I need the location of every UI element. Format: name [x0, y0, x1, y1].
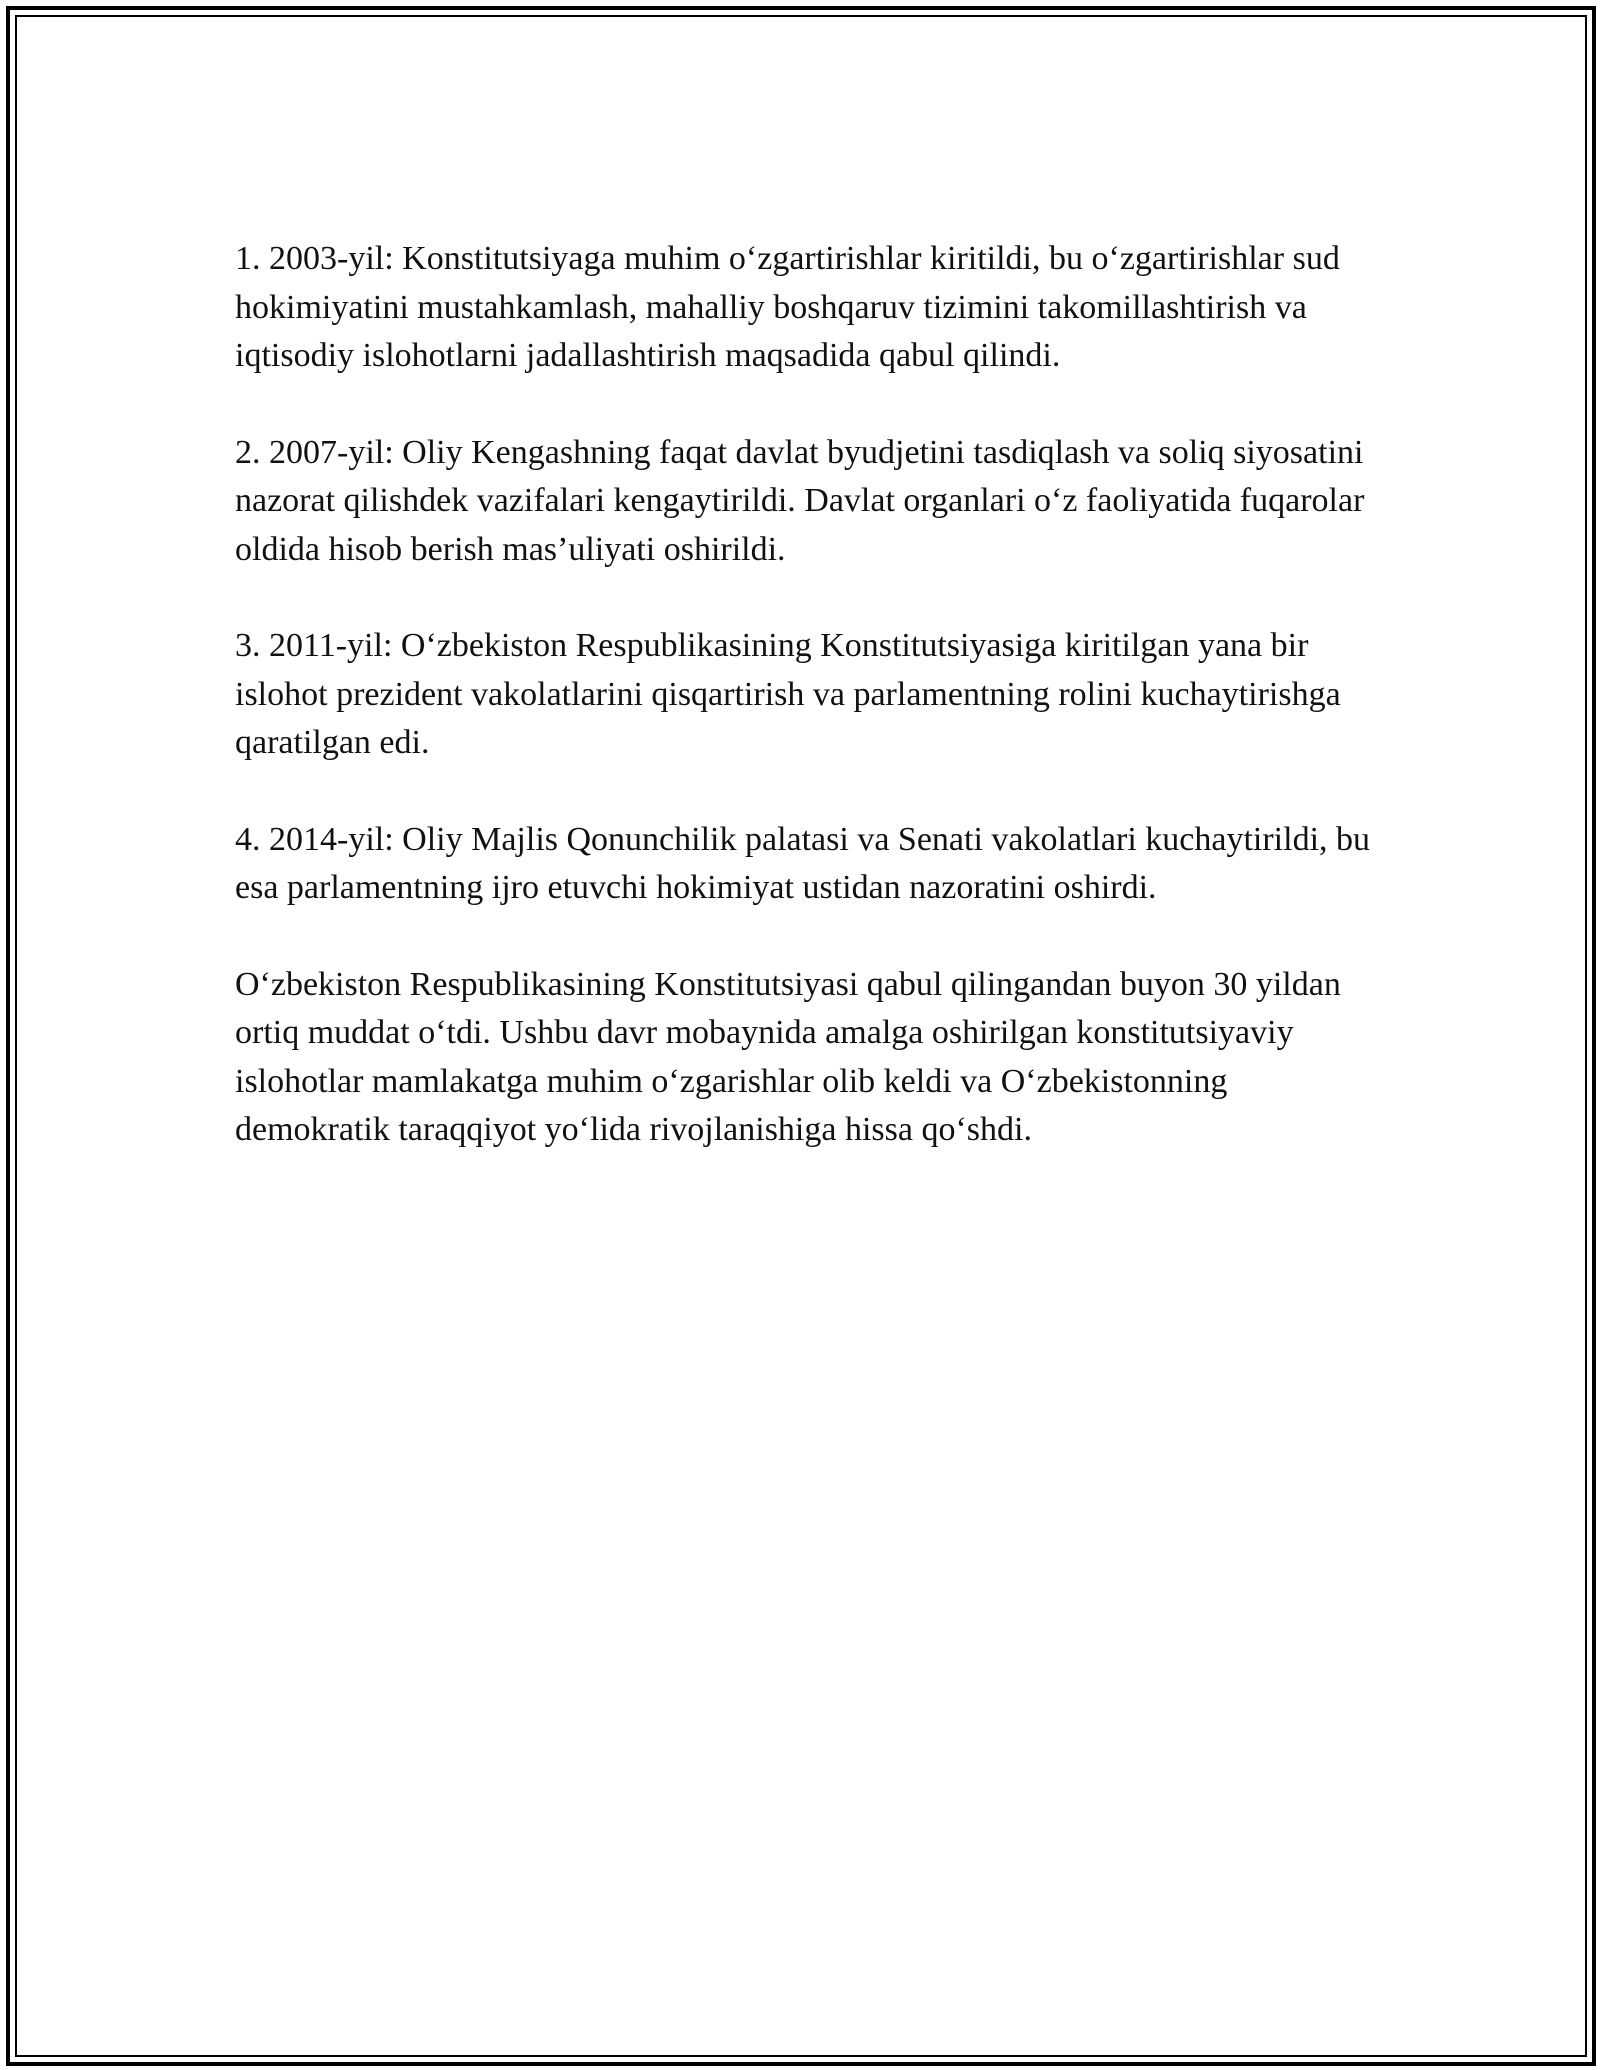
- document-body: [235, 235, 1375, 1203]
- paragraph-conclusion: O‘zbekiston Respublikasining Konstitutsiyasi qabul qilingandan buyon 30 yildan ortiq muddat o‘tdi. Ushbu davr mobaynida amalga oshirilgan konstitutsiyaviy islohotlar mamlakatga muhim o‘zgarishlar olib keldi va O‘zbekistonning demokratik taraqqiyot yo‘lida rivojlanishiga hissa qo‘shdi.: [235, 965, 1341, 1148]
- paragraph-2003: 1. 2003-yil: Konstitutsiyaga muhim o‘zgartirishlar kiritildi, bu o‘zgartirishlar sud hokimiyatini mustahkamlash, mahalliy boshqaruv tizimini takomillashtirish va iqtisodiy islohotlarni jadallashtirish maqsadida qabul qilindi.: [235, 240, 1340, 374]
- paragraph-2014: 4. 2014-yil: Oliy Majlis Qonunchilik palatasi va Senati vakolatlari kuchaytirildi, bu esa parlamentning ijro etuvchi hokimiyat ustidan nazoratini oshirdi.: [235, 820, 1371, 906]
- paragraph-2011: 3. 2011-yil: O‘zbekiston Respublikasining Konstitutsiyasiga kiritilgan yana bir islohot prezident vakolatlarini qisqartirish va parlamentning rolini kuchaytirishga qaratilgan edi.: [235, 627, 1341, 761]
- paragraph-2007: 2. 2007-yil: Oliy Kengashning faqat davlat byudjetini tasdiqlash va soliq siyosatini nazorat qilishdek vazifalari kengaytirildi. Davlat organlari o‘z faoliyatida fuqarolar oldida hisob berish mas’uliyati oshirildi.: [235, 433, 1365, 568]
